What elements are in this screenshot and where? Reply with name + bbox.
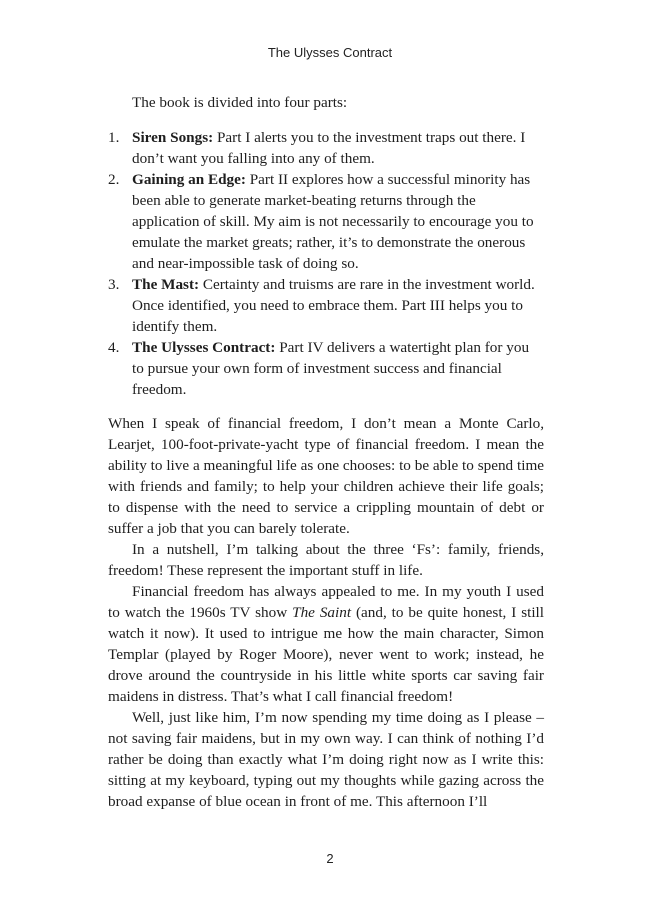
part-description: Part IV delivers a watertight plan for you to pursue your own form of investment success and financial freedom. bbox=[132, 339, 530, 398]
list-number: 1. bbox=[108, 129, 120, 146]
part-title: The Ulysses Contract: bbox=[132, 339, 276, 356]
part-description: Part I alerts you to the investment traps out there. I don’t want you falling into any of them. bbox=[132, 129, 526, 167]
list-number: 3. bbox=[108, 276, 120, 293]
part-title: Gaining an Edge: bbox=[132, 171, 246, 188]
list-item bbox=[108, 274, 544, 337]
part-title: The Mast: bbox=[132, 276, 200, 293]
show-title: The Saint bbox=[292, 604, 352, 621]
part-description: Certainty and truisms are rare in the investment world. Once identified, you need to embrace them. Part III helps you to identify them. bbox=[132, 276, 535, 335]
paragraph bbox=[108, 581, 544, 707]
body-paragraphs bbox=[108, 413, 544, 812]
body-text bbox=[108, 92, 544, 812]
paragraph: Well, just like him, I’m now spending my time doing as I please – not saving fair maidens, but in my own way. I can think of nothing I’d rather be doing than exactly what I’m doing right now as I write this: sitting at my keyboard, typing out my thoughts while gazing across the broad expanse of blue ocean in front of me. This afternoon I’ll bbox=[108, 709, 544, 810]
list-item bbox=[108, 127, 544, 169]
intro-line: The book is divided into four parts: bbox=[132, 94, 348, 111]
paragraph: When I speak of financial freedom, I don’t mean a Monte Carlo, Learjet, 100-foot-private-yacht type of financial freedom. I mean the ability to live a meaningful life as one chooses: to be able to spend time with friends and family; to help your children achieve their life goals; to dispense with the need to service a crippling mountain of debt or suffer a job that you can barely tolerate. bbox=[108, 415, 544, 537]
paragraph: In a nutshell, I’m talking about the three ‘Fs’: family, friends, freedom! These represent the important stuff in life. bbox=[108, 541, 544, 579]
list-number: 4. bbox=[108, 339, 120, 356]
paragraph-text: Financial freedom has always appealed to me. In my youth I used to watch the 1960s TV show bbox=[108, 583, 544, 621]
list-item bbox=[108, 337, 544, 400]
list-item bbox=[108, 169, 544, 274]
running-head: The Ulysses Contract bbox=[267, 45, 393, 60]
part-description: Part II explores how a successful minority has been able to generate market-beating returns through the application of skill. My aim is not necessarily to encourage you to emulate the market greats; rather, it’s to demonstrate the onerous and near-impossible task of doing so. bbox=[132, 171, 534, 272]
part-title: Siren Songs: bbox=[132, 129, 214, 146]
paragraph-text: (and, to be quite honest, I still watch it now). It used to intrigue me how the main character, Simon Templar (played by Roger Moore), never went to work; instead, he drove around the countryside in his little white sports car saving fair maidens in distress. That’s what I call financial freedom! bbox=[108, 604, 544, 705]
list-number: 2. bbox=[108, 171, 120, 188]
page-number: 2 bbox=[326, 851, 334, 866]
parts-list bbox=[108, 127, 544, 400]
